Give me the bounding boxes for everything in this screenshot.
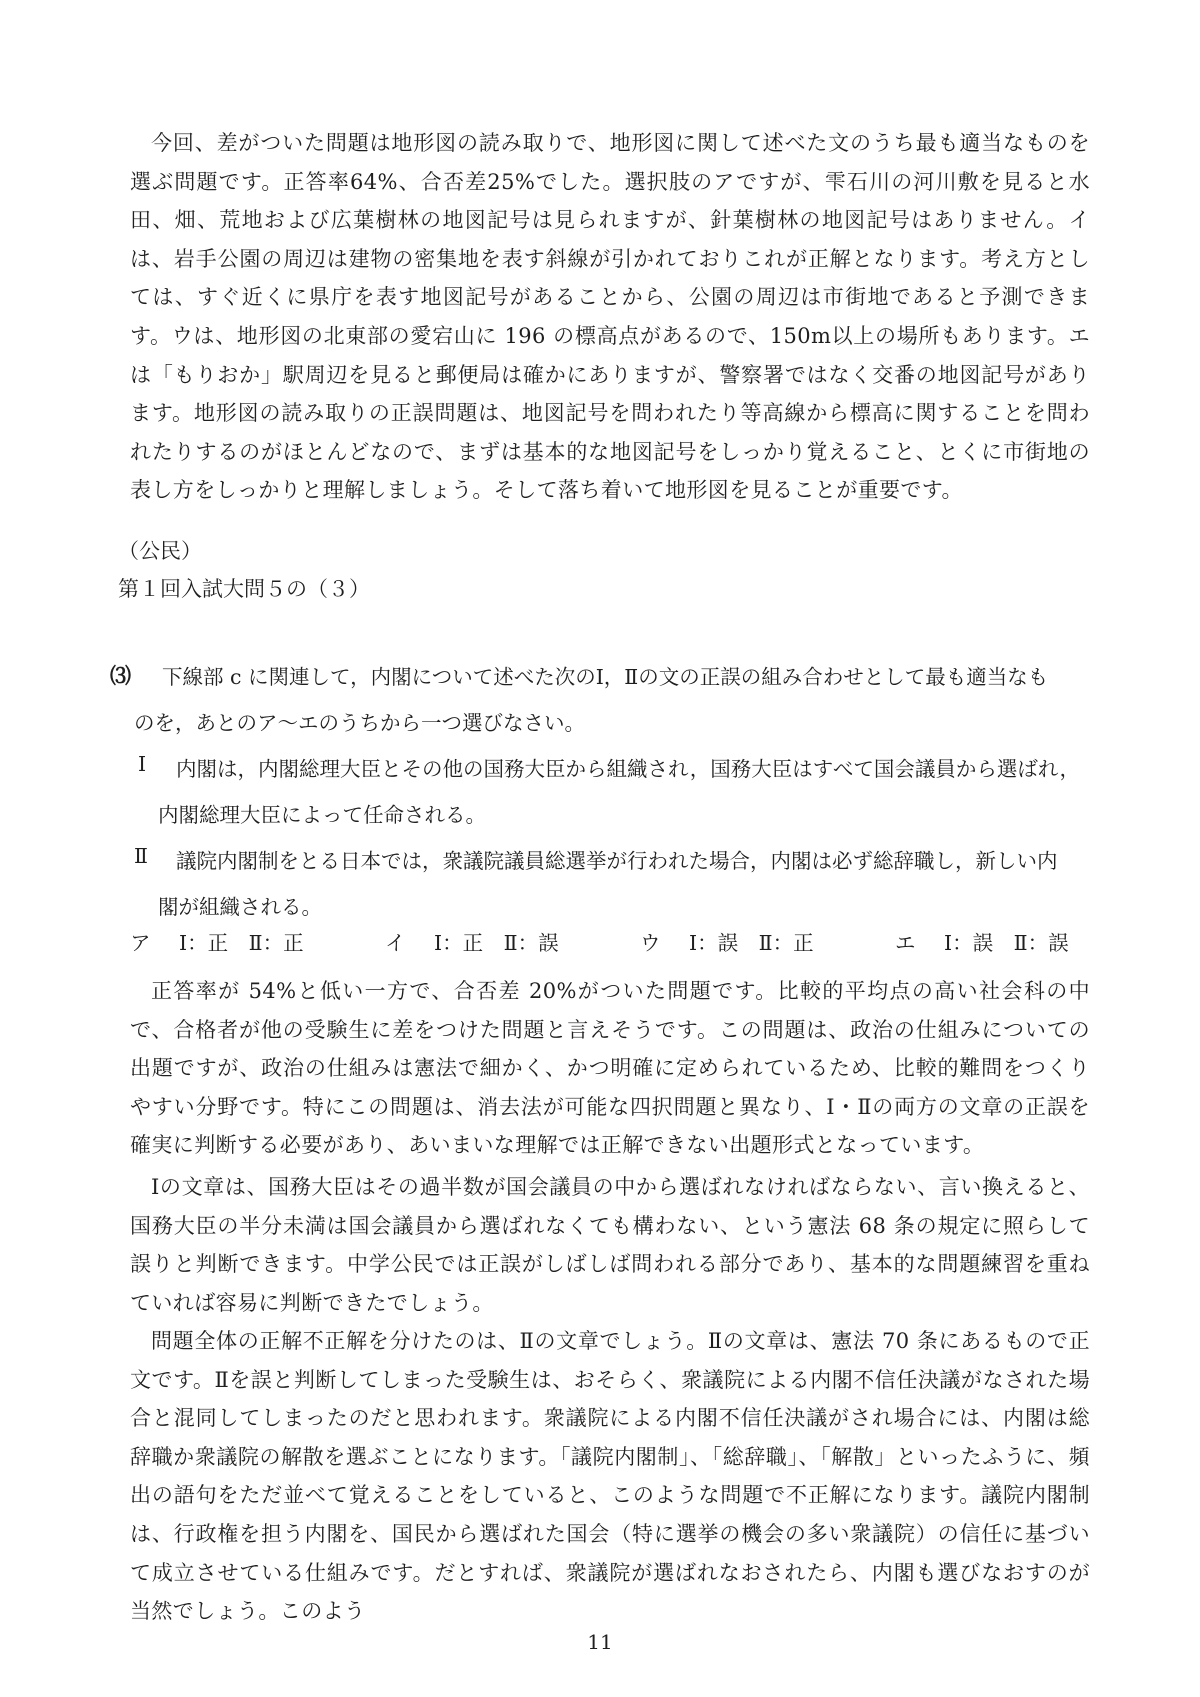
choice-text: Ⅰ：誤 Ⅱ：正 (689, 931, 814, 955)
choice-a (130, 928, 304, 958)
statement-2-line-2: 閣が組織される。 (158, 895, 322, 919)
choice-label: エ (895, 931, 916, 955)
statement-1-line-2: 内閣総理大臣によって任命される。 (158, 803, 486, 827)
commentary-paragraph-1: 正答率が 54%と低い一方で、合否差 20%がついた問題です。比較的平均点の高い社会科の中で、合格者が他の受験生に差をつけた問題と言えそうです。この問題は、政治の仕組みについての出題ですが、政治の仕組みは憲法で細かく、かつ明確に定められているため、比較的難問をつくりやすい分野です。特にこの問題は、消去法が可能な四択問題と異なり、Ⅰ・Ⅱの両方の文章の正誤を確実に判断する必要があり、あいまいな理解では正解できない出題形式となっています。 (130, 979, 1090, 1158)
question-stem-line-1: 下線部 c に関連して，内閣について述べた次のⅠ，Ⅱの文の正誤の組み合わせとして最も適当なも (162, 665, 1049, 689)
question-number: ⑶ (110, 663, 131, 688)
choice-e (895, 928, 1069, 958)
commentary-paragraph-2: Ⅰの文章は、国務大臣はその過半数が国会議員の中から選ばれなければならない、言い換えると、国務大臣の半分未満は国会議員から選ばれなくても構わない、という憲法 68 条の規定に照らして誤りと判断できます。中学公民では正誤がしばしば問われる部分であり、基本的な問題練習を重ねていれば容易に判断できたでしょう。 (130, 1175, 1090, 1315)
choice-label: イ (385, 931, 406, 955)
subject-heading: （公民） (118, 539, 202, 563)
intro-paragraph: 今回、差がついた問題は地形図の読み取りで、地形図に関して述べた文のうち最も適当なものを選ぶ問題です。正答率64%、合否差25%でした。選択肢のアですが、雫石川の河川敷を見ると水田、畑、荒地および広葉樹林の地図記号は見られますが、針葉樹林の地図記号はありません。イは、岩手公園の周辺は建物の密集地を表す斜線が引かれておりこれが正解となります。考え方としては、すぐ近くに県庁を表す地図記号があることから、公園の周辺は市街地であると予測できます。ウは、地形図の北東部の愛宕山に 196 の標高点があるので、150m以上の場所もあります。エは「もりおか」駅周辺を見ると郵便局は確かにありますが、警察署ではなく交番の地図記号があります。地形図の読み取りの正誤問題は、地図記号を問われたり等高線から標高に関することを問われたりするのがほとんどなので、まずは基本的な地図記号をしっかり覚えること、とくに市街地の表し方をしっかりと理解しましょう。そして落ち着いて地形図を見ることが重要です。 (130, 131, 1090, 503)
commentary-paragraph-3: 問題全体の正解不正解を分けたのは、Ⅱの文章でしょう。Ⅱの文章は、憲法 70 条にあるもので正文です。Ⅱを誤と判断してしまった受験生は、おそらく、衆議院による内閣不信任決議がなされた場合と混同してしまったのだと思われます。衆議院による内閣不信任決議がされ場合には、内閣は総辞職か衆議院の解散を選ぶことになります。「議院内閣制」、「総辞職」、「解散」といったふうに、頻出の語句をただ並べて覚えることをしていると、このような問題で不正解になります。議院内閣制は、行政権を担う内閣を、国民から選ばれた国会（特に選挙の機会の多い衆議院）の信任に基づいて成立させている仕組みです。だとすれば、衆議院が選ばれなおされたら、内閣も選びなおすのが当然でしょう。このよう (130, 1329, 1090, 1624)
statement-2-label: Ⅱ (134, 844, 148, 868)
statement-1-label: Ⅰ (138, 752, 147, 776)
choice-u (640, 928, 814, 958)
choice-label: ア (130, 931, 151, 955)
choice-label: ウ (640, 931, 661, 955)
choice-text: Ⅰ：誤 Ⅱ：誤 (944, 931, 1069, 955)
choice-text: Ⅰ：正 Ⅱ：正 (179, 931, 304, 955)
question-reference: 第１回入試大問５の（３） (118, 577, 370, 601)
statement-2-line-1: 議院内閣制をとる日本では，衆議院議員総選挙が行われた場合，内閣は必ず総辞職し，新しい内 (176, 849, 1058, 873)
statement-1-line-1: 内閣は，内閣総理大臣とその他の国務大臣から組織され，国務大臣はすべて国会議員から選ばれ， (176, 757, 1081, 781)
question-stem-line-2: のを，あとのア～エのうちから一つ選びなさい。 (134, 711, 585, 735)
choice-i (385, 928, 559, 958)
page-number: 11 (587, 1630, 613, 1654)
choice-text: Ⅰ：正 Ⅱ：誤 (434, 931, 559, 955)
